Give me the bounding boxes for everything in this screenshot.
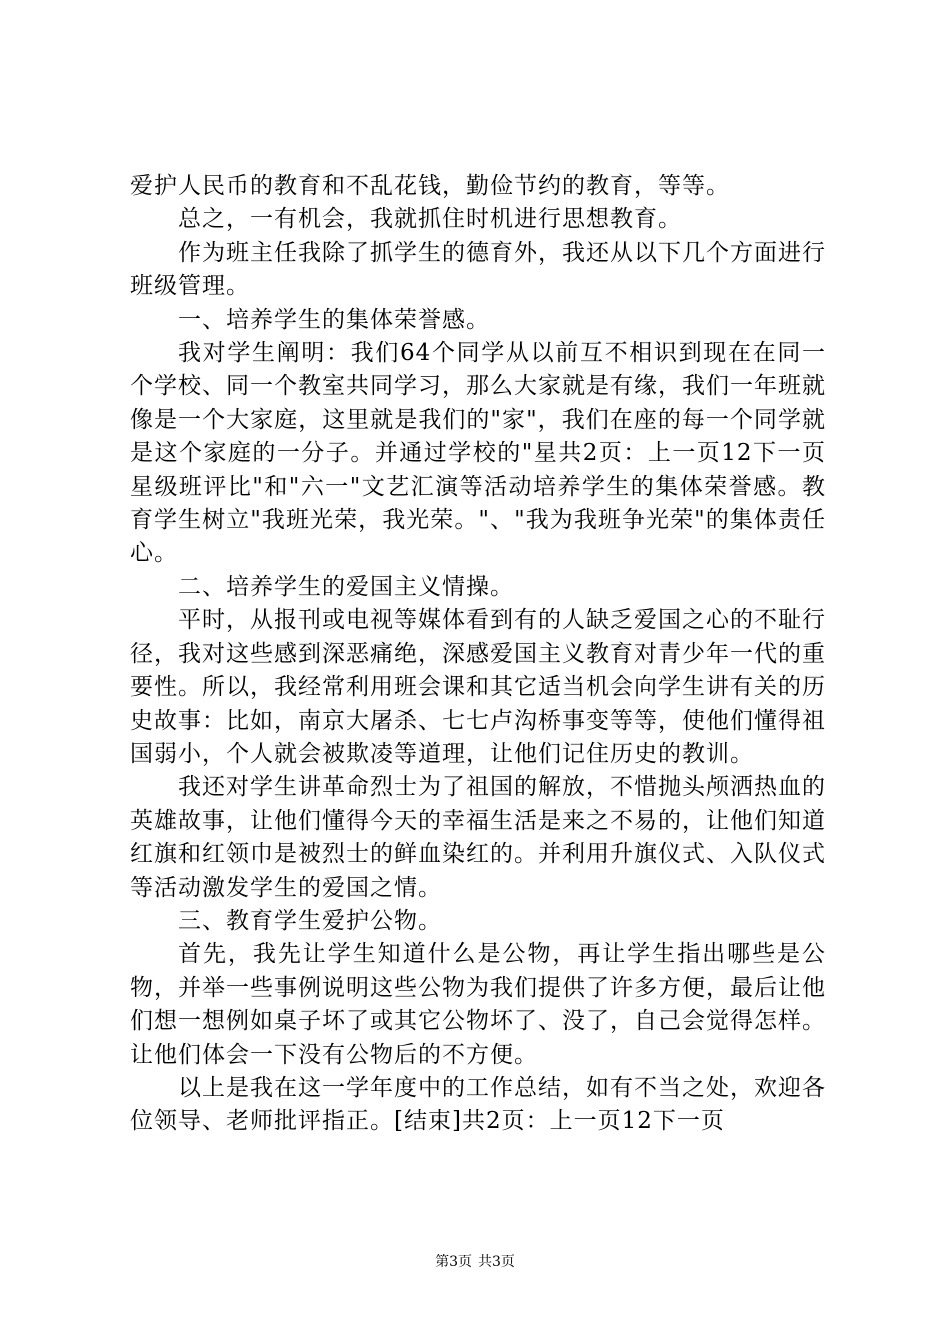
page-total: 共3页 — [478, 1254, 515, 1270]
page-number: 第3页 — [435, 1254, 472, 1270]
section-heading-2: 二、培养学生的爱国主义情操。 — [178, 573, 514, 600]
paragraph-11: 以上是我在这一学年度中的工作总结，如有不当之处，欢迎各位领导、老师批评指正。[结束]共2页：上一页12下一页 — [130, 1074, 826, 1135]
page-footer — [0, 1252, 950, 1272]
paragraph-7: 平时，从报刊或电视等媒体看到有的人缺乏爱国之心的不耻行径，我对这些感到深恶痛绝，深感爱国主义教育对青少年一代的重要性。所以，我经常利用班会课和其它适当机会向学生讲有关的历史故事：比如，南京大屠杀、七七卢沟桥事变等等，使他们懂得祖国弱小，个人就会被欺凌等道理，让他们记住历史的教训。 — [130, 607, 826, 767]
paragraph-2: 总之，一有机会，我就抓住时机进行思想教育。 — [178, 206, 682, 233]
paragraph-1: 爱护人民币的教育和不乱花钱，勤俭节约的教育，等等。 — [130, 173, 730, 199]
section-heading-3: 三、教育学生爱护公物。 — [178, 907, 442, 934]
paragraph-10: 首先，我先让学生知道什么是公物，再让学生指出哪些是公物，并举一些事例说明这些公物为我们提供了许多方便，最后让他们想一想例如桌子坏了或其它公物坏了、没了，自己会觉得怎样。让他们体会一下没有公物后的不方便。 — [130, 941, 826, 1068]
paragraph-3: 作为班主任我除了抓学生的德育外，我还从以下几个方面进行班级管理。 — [130, 239, 826, 300]
section-heading-1: 一、培养学生的集体荣誉感。 — [178, 306, 490, 333]
paragraph-8: 我还对学生讲革命烈士为了祖国的解放，不惜抛头颅洒热血的英雄故事，让他们懂得今天的幸福生活是来之不易的，让他们知道红旗和红领巾是被烈士的鲜血染红的。并利用升旗仪式、入队仪式等活动激发学生的爱国之情。 — [130, 774, 826, 901]
document-body — [130, 170, 826, 1139]
paragraph-5: 我对学生阐明：我们64个同学从以前互不相识到现在在同一个学校、同一个教室共同学习，那么大家就是有缘，我们一年班就像是一个大家庭，这里就是我们的"家"，我们在座的每一个同学就是这个家庭的一分子。并通过学校的"星共2页：上一页12下一页星级班评比"和"六一"文艺汇演等活动培养学生的集体荣誉感。教育学生树立"我班光荣，我光荣。"、"我为我班争光荣"的集体责任心。 — [130, 340, 826, 567]
